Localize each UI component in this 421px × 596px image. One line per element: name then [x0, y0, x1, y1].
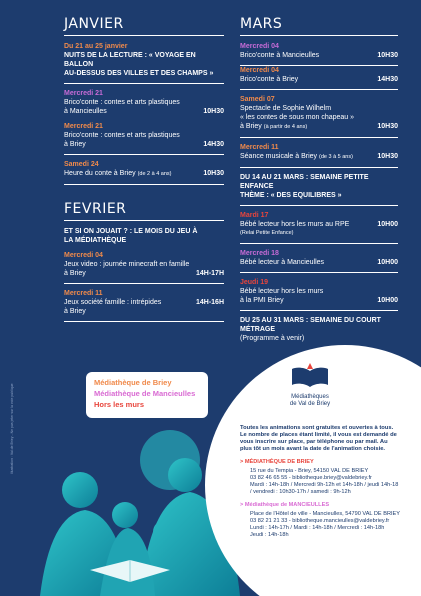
- event-desc: Jeux société famille : intrépides: [64, 299, 162, 306]
- hours-line: Lundi : 14h-17h / Mardi : 14h-18h / Mercredi : 14h-18h: [250, 525, 385, 531]
- event-item: [64, 89, 224, 116]
- event-time: 10H30: [203, 108, 224, 115]
- event-date: Mercredi 04: [240, 67, 279, 74]
- hours-line: Mardi : 14h-18h / Mercredi 9h-12h et 14h-18h / jeudi 14h-18: [250, 482, 399, 488]
- event-age: (à partir de 4 ans): [263, 124, 308, 130]
- event-desc: Brico'conte à Mancieulles: [240, 52, 320, 59]
- event-desc: Séance musicale à Briey: [240, 153, 318, 160]
- event-date: Du 21 au 25 janvier: [64, 43, 128, 50]
- event-time: 14H-17H: [195, 270, 224, 277]
- event-desc: Spectacle de Sophie Wilhelm: [240, 105, 332, 112]
- event-desc: Brico'conte à Briey: [240, 76, 299, 83]
- event-semaine-petite-enfance: [240, 173, 398, 206]
- event-place: à Briey: [64, 270, 86, 277]
- event-title: THÈME : « DES EQUILIBRES »: [240, 192, 342, 199]
- event-time: 10H00: [377, 259, 398, 266]
- event-place: à Briey: [64, 308, 86, 315]
- event-title: NUITS DE LA LECTURE : « VOYAGE EN BALLON: [64, 52, 196, 68]
- event-time: 14H-16H: [195, 299, 224, 306]
- legend-mancieulles: Médiathèque de Mancieulles: [94, 389, 196, 398]
- left-column: [64, 16, 224, 327]
- event-item: [240, 95, 398, 138]
- event-semaine-court-metrage: [240, 316, 398, 343]
- event-title: DU 14 AU 21 MARS : SEMAINE PETITE ENFANCE: [240, 174, 369, 190]
- event-place: à la PMI Briey: [240, 297, 284, 304]
- event-date: Mercredi 11: [64, 290, 103, 297]
- event-time: 10H30: [377, 153, 398, 160]
- open-book-icon: [290, 361, 330, 391]
- event-date: Jeudi 19: [240, 279, 269, 286]
- family-reading-photo: [0, 420, 240, 596]
- event-nuits-lecture: [64, 42, 224, 84]
- event-desc: Heure du conte à Briey: [64, 170, 136, 177]
- event-time: 10H30: [203, 170, 224, 177]
- info-block: [240, 425, 400, 545]
- info-lead: Toutes les animations sont gratuites et ouvertes à tous. Le nombre de places étant limité, il vous est demandé de vous inscrire sur place, par téléphone ou par mail. Au plus tôt un mois avant la date de l'animation choisie.: [240, 425, 397, 452]
- event-date: Mardi 17: [240, 212, 269, 219]
- event-time: 14H30: [377, 76, 398, 83]
- month-janvier: JANVIER: [64, 16, 224, 36]
- event-age: (de 3 à 5 ans): [319, 154, 353, 160]
- event-place: à Briey: [64, 141, 86, 148]
- photo-credit: Illustration : Val de Briey - Ne pas jeter sur la voie publique: [10, 383, 14, 474]
- briey-heading-text: MÉDIATHÈQUE DE BRIEY: [244, 459, 314, 465]
- logo-line: de Val de Briey: [289, 401, 331, 407]
- event-date: Mercredi 04: [240, 43, 279, 50]
- event-desc: Brico'conte : contes et arts plastiques: [64, 99, 180, 106]
- right-column: [240, 16, 398, 349]
- event-title: LA MÉDIATHÈQUE: [64, 237, 127, 244]
- event-title: DU 25 AU 31 MARS : SEMAINE DU COURT MÉTRAGE: [240, 317, 381, 333]
- event-note: (Programme à venir): [240, 335, 305, 342]
- event-note: (Relai Petite Enfance): [240, 230, 294, 236]
- event-title: AU-DESSUS DES VILLES ET DES CHAMPS »: [64, 70, 214, 77]
- event-time: 10H30: [377, 123, 398, 130]
- event-time: 10H30: [377, 52, 398, 59]
- event-desc: Brico'conte : contes et arts plastiques: [64, 132, 180, 139]
- event-age: (de 2 à 4 ans): [137, 171, 172, 177]
- event-item: [240, 211, 398, 244]
- event-item: [240, 143, 398, 168]
- month-fevrier: FEVRIER: [64, 201, 224, 221]
- event-date: Samedi 24: [64, 161, 99, 168]
- event-place: à Briey: [240, 123, 262, 130]
- month-mars: MARS: [240, 16, 398, 36]
- event-item: [64, 251, 224, 284]
- event-item: [64, 160, 224, 185]
- event-item: [64, 289, 224, 322]
- address-line: 15 rue du Tempia - Briey, 54150 VAL DE BRIEY: [250, 468, 369, 474]
- mediatheques-logo: [273, 361, 347, 408]
- event-date: Mercredi 21: [64, 90, 103, 97]
- event-time: 10H00: [377, 297, 398, 304]
- briey-address: [240, 468, 400, 496]
- event-item: [240, 249, 398, 273]
- event-date: Samedi 07: [240, 96, 275, 103]
- address-line: Place de l'Hôtel de ville - Mancieulles, 54790 VAL DE BRIEY: [250, 511, 400, 517]
- event-desc: Bébé lecteur hors les murs: [240, 288, 324, 295]
- legend-box: [86, 372, 208, 418]
- briey-heading: > MÉDIATHÈQUE DE BRIEY: [240, 459, 314, 465]
- logo-line: Médiathèques: [291, 394, 329, 400]
- hours-line: Jeudi : 14h-18h: [250, 532, 289, 538]
- event-item: [240, 42, 398, 66]
- legend-briey: Médiathèque de Briey: [94, 378, 172, 387]
- event-desc: Bébé lecteur à Mancieulles: [240, 259, 325, 266]
- address-line[interactable]: 03 82 21 21 33 - bibliotheque.mancieulles@valdebriey.fr: [250, 518, 390, 524]
- event-date: Mercredi 18: [240, 250, 279, 257]
- mancieulles-address: [240, 511, 400, 539]
- address-line[interactable]: 03 82 46 65 55 - bibliotheque.briey@valdebriey.fr: [250, 475, 372, 481]
- event-desc: « les contes de sous mon chapeau »: [240, 114, 355, 121]
- event-item: [64, 122, 224, 155]
- event-time: 14H30: [203, 141, 224, 148]
- event-date: Mercredi 21: [64, 123, 103, 130]
- hours-line: / vendredi : 10h30-17h / samedi : 9h-12h: [250, 489, 351, 495]
- event-date: Mercredi 04: [64, 252, 103, 259]
- event-date: Mercredi 11: [240, 144, 279, 151]
- event-desc: Jeux video : journée minecraft en famille: [64, 261, 190, 268]
- event-time: 10H00: [377, 221, 398, 228]
- event-mois-jeu: [64, 227, 224, 245]
- mancieulles-heading: > Médiathèque de MANCIEULLES: [240, 502, 330, 508]
- event-place: à Mancieulles: [64, 108, 107, 115]
- event-title: ET SI ON JOUAIT ? : LE MOIS DU JEU À: [64, 228, 198, 235]
- event-item: [240, 278, 398, 311]
- legend-hors-les-murs: Hors les murs: [94, 400, 145, 409]
- mancieulles-heading-text: Médiathèque de MANCIEULLES: [244, 502, 330, 508]
- event-item: [240, 66, 398, 90]
- event-desc: Bébé lecteur hors les murs au RPE: [240, 221, 350, 228]
